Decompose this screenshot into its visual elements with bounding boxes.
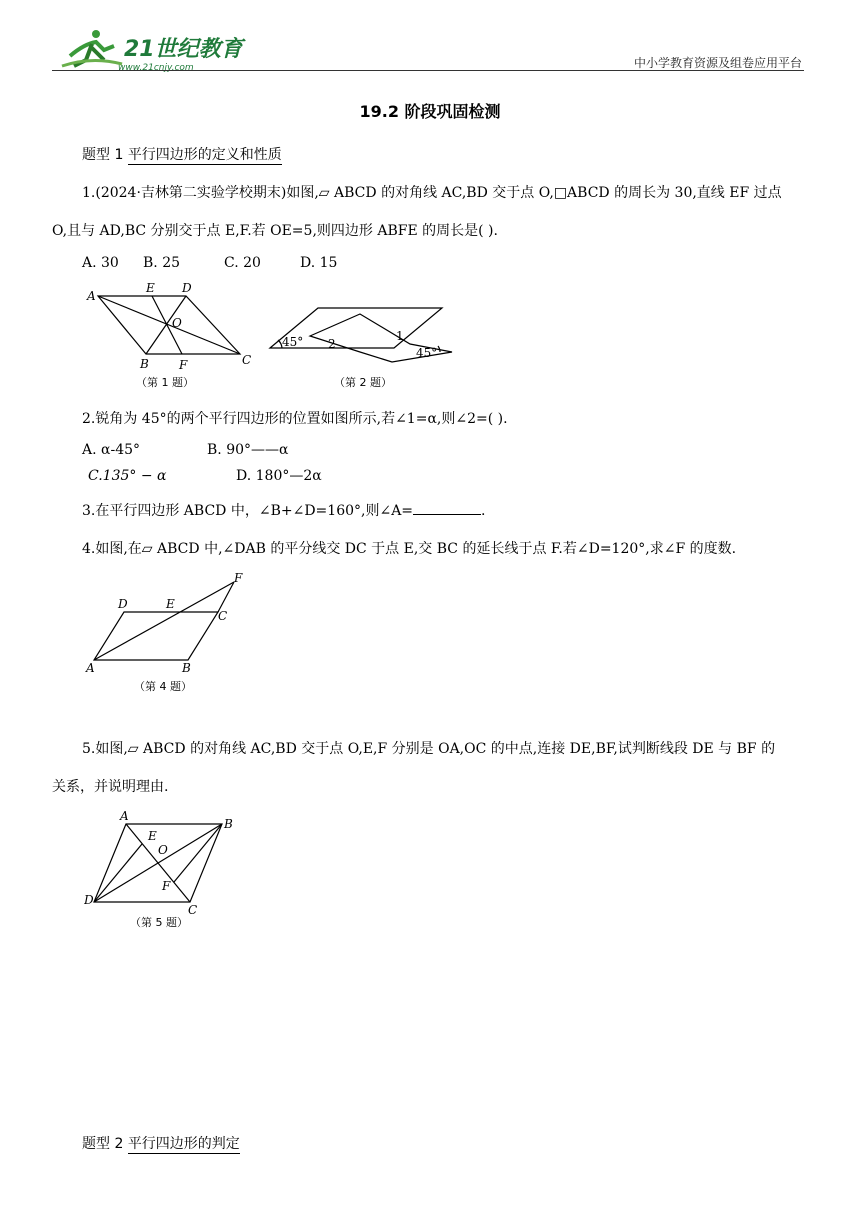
page-title: 19.2 阶段巩固检测 (359, 102, 501, 121)
fig5-label-e: E (148, 829, 157, 843)
question-3 (82, 500, 485, 520)
fig2-label-1: 1 (396, 329, 404, 343)
fig4-label-e: E (166, 597, 175, 611)
figure-4 (84, 570, 254, 698)
section-1-label: 平行四边形的定义和性质 (127, 147, 282, 163)
figure-2 (264, 296, 460, 392)
section-1-prefix: 题型 1 (82, 147, 124, 163)
question-1-line-1: 1.(2024·吉林第二实验学校期末)如图,▱ ABCD 的对角线 AC,BD 交于点 O,□ABCD 的周长为 30,直线 EF 过点 (82, 185, 782, 201)
question-2-option-c: C.135° − α (88, 468, 167, 484)
section-2-label: 平行四边形的判定 (127, 1136, 240, 1152)
question-5-line-2: 关系，并说明理由. (52, 779, 169, 795)
fig4-label-b: B (182, 661, 191, 675)
section-2-heading (82, 1133, 240, 1153)
fig4-label-f: F (234, 571, 243, 585)
fig5-label-c: C (188, 903, 198, 917)
fig1-label-c: C (242, 353, 252, 367)
section-1-heading (82, 144, 282, 164)
question-4-text: 4.如图,在▱ ABCD 中,∠DAB 的平分线交 DC 于点 E,交 BC 的延长线于点 F.若∠D=120°,求∠F 的度数. (82, 541, 737, 557)
section-2-prefix: 题型 2 (82, 1136, 124, 1152)
fig2-angle-left: 45° (282, 335, 304, 349)
fig5-caption: （第 5 题） (130, 916, 188, 929)
question-5-line-1: 5.如图,▱ ABCD 的对角线 AC,BD 交于点 O,E,F 分别是 OA,OC 的中点,连接 DE,BF,试判断线段 DE 与 BF 的 (82, 741, 776, 757)
question-1-option-c: C. 20 (224, 255, 261, 271)
fig1-label-e: E (146, 281, 155, 295)
fig4-label-d: D (118, 597, 128, 611)
fig1-label-a: A (87, 289, 96, 303)
fig1-label-f: F (179, 358, 188, 372)
fig4-label-a: A (86, 661, 95, 675)
fig5-label-b: B (224, 817, 233, 831)
question-1-option-a: A. 30 (82, 255, 119, 271)
logo-url: www.21cnjy.com (118, 63, 194, 73)
fig5-label-f: F (162, 879, 171, 893)
fig4-label-c: C (218, 609, 228, 623)
fig5-label-a: A (120, 810, 129, 823)
question-2-text: 2.锐角为 45°的两个平行四边形的位置如图所示,若∠1=α,则∠2=( ). (82, 411, 508, 427)
figure-5 (84, 810, 244, 936)
runner-icon (62, 30, 122, 66)
fig2-angle-right: 45° (416, 346, 438, 360)
logo-text: 21世纪教育 (124, 37, 243, 62)
fig2-label-2: 2 (328, 337, 336, 351)
fig1-label-d: D (182, 281, 192, 295)
platform-name: 中小学教育资源及组卷应用平台 (633, 56, 802, 70)
question-2-option-a: A. α-45° (82, 442, 141, 458)
question-2-option-b: B. 90°——α (207, 442, 289, 458)
question-3-end: . (481, 503, 486, 519)
fig1-label-o: O (172, 316, 182, 330)
figure-1 (84, 280, 260, 392)
fig1-caption: （第 1 题） (136, 376, 194, 389)
header-divider (52, 70, 804, 71)
question-1-line-2: O,且与 AD,BC 分别交于点 E,F.若 OE=5,则四边形 ABFE 的周长是( ). (52, 223, 498, 239)
question-3-answer-blank[interactable] (413, 502, 481, 515)
question-1-option-b: B. 25 (143, 255, 181, 271)
fig2-caption: （第 2 题） (334, 376, 392, 389)
question-1-option-d: D. 15 (300, 255, 338, 271)
fig5-label-o: O (158, 843, 168, 857)
question-2-option-d: D. 180°—2α (236, 468, 322, 484)
fig4-caption: （第 4 题） (134, 680, 192, 693)
fig5-label-d: D (84, 893, 94, 907)
site-logo (52, 26, 252, 74)
fig1-label-b: B (140, 357, 149, 371)
question-3-text: 3.在平行四边形 ABCD 中，∠B+∠D=160°,则∠A= (82, 503, 414, 519)
